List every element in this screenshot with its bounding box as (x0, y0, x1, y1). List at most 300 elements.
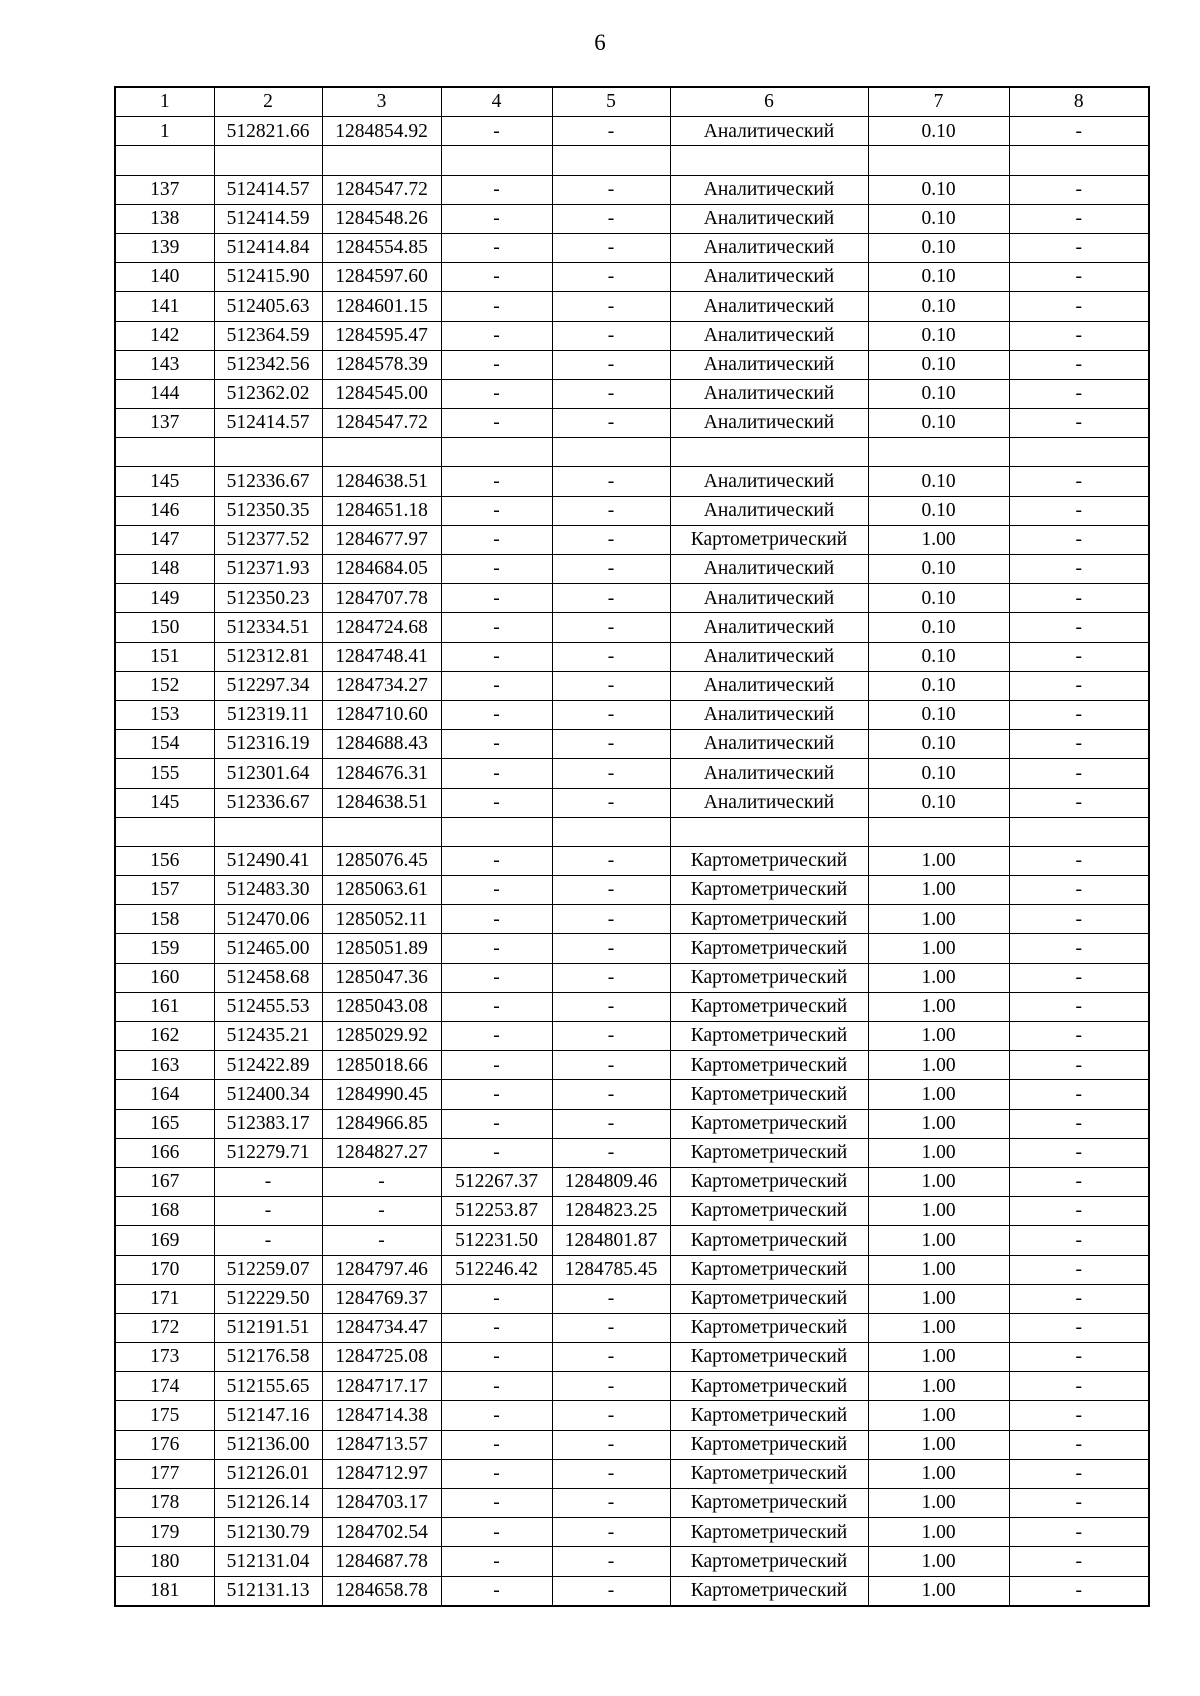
table-cell: 0.10 (868, 409, 1009, 438)
table-cell: - (441, 1576, 552, 1606)
table-cell (115, 438, 214, 467)
table-cell: 1284734.47 (322, 1313, 441, 1342)
table-cell: - (552, 1576, 670, 1606)
column-header: 7 (868, 87, 1009, 117)
table-cell: - (1009, 1255, 1149, 1284)
table-cell: - (1009, 233, 1149, 262)
table-cell (115, 146, 214, 175)
table-cell: - (1009, 1313, 1149, 1342)
table-cell: 512458.68 (214, 963, 322, 992)
table-cell: Картометрический (670, 1226, 868, 1255)
table-cell: Картометрический (670, 1518, 868, 1547)
table-row (115, 321, 1149, 350)
table-cell: 1284554.85 (322, 233, 441, 262)
table-cell: 1284797.46 (322, 1255, 441, 1284)
table-cell: 512191.51 (214, 1313, 322, 1342)
table-cell: 512126.14 (214, 1489, 322, 1518)
table-cell: 1284717.17 (322, 1372, 441, 1401)
table-cell: - (552, 467, 670, 496)
table-cell: - (1009, 350, 1149, 379)
table-cell: Аналитический (670, 496, 868, 525)
table-cell: 1284785.45 (552, 1255, 670, 1284)
table-cell: 512470.06 (214, 905, 322, 934)
table-cell: - (552, 584, 670, 613)
table-cell: 0.10 (868, 555, 1009, 584)
table-cell: 154 (115, 730, 214, 759)
table-cell: 512377.52 (214, 525, 322, 554)
table-cell: - (441, 905, 552, 934)
table-cell: 512155.65 (214, 1372, 322, 1401)
table-cell: - (441, 467, 552, 496)
table-cell: - (552, 1109, 670, 1138)
table-cell: 179 (115, 1518, 214, 1547)
table-cell: 170 (115, 1255, 214, 1284)
table-cell: - (552, 730, 670, 759)
table-row (115, 1343, 1149, 1372)
table-cell: Картометрический (670, 1022, 868, 1051)
table-cell: 1.00 (868, 1109, 1009, 1138)
table-cell: 1285051.89 (322, 934, 441, 963)
table-cell: - (1009, 671, 1149, 700)
table-cell: 140 (115, 263, 214, 292)
table-cell: Аналитический (670, 671, 868, 700)
table-cell: 512362.02 (214, 379, 322, 408)
table-cell: Картометрический (670, 525, 868, 554)
table-cell: - (1009, 379, 1149, 408)
table-cell: - (441, 1080, 552, 1109)
table-cell: 1285029.92 (322, 1022, 441, 1051)
table-cell: Картометрический (670, 934, 868, 963)
table-cell: - (552, 876, 670, 905)
table-row (115, 642, 1149, 671)
table-row (115, 292, 1149, 321)
table-cell: - (552, 1284, 670, 1313)
table-cell: 512490.41 (214, 846, 322, 875)
table-cell: 1284809.46 (552, 1167, 670, 1196)
table-cell: 1.00 (868, 1372, 1009, 1401)
table-cell: - (441, 204, 552, 233)
table-row (115, 1313, 1149, 1342)
table-cell: Картометрический (670, 905, 868, 934)
table-cell: - (441, 117, 552, 146)
table-cell: - (441, 1401, 552, 1430)
table-cell: 512126.01 (214, 1459, 322, 1488)
table-cell (868, 146, 1009, 175)
table-cell: 162 (115, 1022, 214, 1051)
table-cell: 1.00 (868, 992, 1009, 1021)
table-cell: 144 (115, 379, 214, 408)
table-cell: - (552, 1051, 670, 1080)
table-cell: - (441, 934, 552, 963)
table-cell: 137 (115, 175, 214, 204)
table-cell: - (552, 700, 670, 729)
table-row (115, 1022, 1149, 1051)
table-cell: 1284601.15 (322, 292, 441, 321)
table-cell: Аналитический (670, 759, 868, 788)
table-cell: 1284651.18 (322, 496, 441, 525)
table-cell: 512435.21 (214, 1022, 322, 1051)
table-row (115, 1226, 1149, 1255)
table-cell: 512136.00 (214, 1430, 322, 1459)
table-cell: Аналитический (670, 321, 868, 350)
table-cell: - (552, 496, 670, 525)
table-cell: - (552, 934, 670, 963)
table-cell (214, 146, 322, 175)
table-row (115, 409, 1149, 438)
table-cell: - (1009, 204, 1149, 233)
table-cell: 1.00 (868, 1197, 1009, 1226)
table-cell: - (552, 846, 670, 875)
table-cell: Картометрический (670, 876, 868, 905)
table-cell: - (552, 175, 670, 204)
table-cell: 141 (115, 292, 214, 321)
table-cell: - (1009, 1430, 1149, 1459)
table-cell: Аналитический (670, 117, 868, 146)
table-cell: 512405.63 (214, 292, 322, 321)
table-cell: - (1009, 1401, 1149, 1430)
table-cell (552, 438, 670, 467)
table-cell: 1.00 (868, 1547, 1009, 1576)
table-row (115, 233, 1149, 262)
table-cell: 1285052.11 (322, 905, 441, 934)
table-cell: 1284545.00 (322, 379, 441, 408)
table-cell: 178 (115, 1489, 214, 1518)
table-cell: Аналитический (670, 467, 868, 496)
table-row (115, 788, 1149, 817)
table-cell: 1284684.05 (322, 555, 441, 584)
table-cell: Картометрический (670, 963, 868, 992)
column-header: 4 (441, 87, 552, 117)
table-row (115, 1489, 1149, 1518)
table-cell: 1284597.60 (322, 263, 441, 292)
table-cell: 153 (115, 700, 214, 729)
table-cell: - (552, 1459, 670, 1488)
table-cell: 1285063.61 (322, 876, 441, 905)
table-cell: 1.00 (868, 1430, 1009, 1459)
table-cell: - (552, 992, 670, 1021)
table-cell: 1.00 (868, 1576, 1009, 1606)
table-cell: 1.00 (868, 1167, 1009, 1196)
table-cell: 1 (115, 117, 214, 146)
table-cell: 176 (115, 1430, 214, 1459)
table-cell: 137 (115, 409, 214, 438)
table-cell: 1.00 (868, 905, 1009, 934)
table-cell: - (441, 409, 552, 438)
table-cell (1009, 817, 1149, 846)
table-cell: - (441, 525, 552, 554)
table-cell: Картометрический (670, 1197, 868, 1226)
table-cell: 512336.67 (214, 467, 322, 496)
table-cell: - (1009, 934, 1149, 963)
table-cell: - (441, 1547, 552, 1576)
table-row (115, 876, 1149, 905)
table-cell: 173 (115, 1343, 214, 1372)
table-cell: - (441, 496, 552, 525)
table-cell: 1284688.43 (322, 730, 441, 759)
table-cell: 160 (115, 963, 214, 992)
table-cell: 1.00 (868, 1343, 1009, 1372)
table-cell: 1.00 (868, 1313, 1009, 1342)
table-cell (214, 817, 322, 846)
table-cell (552, 146, 670, 175)
table-cell: - (441, 1518, 552, 1547)
table-cell: 0.10 (868, 350, 1009, 379)
table-cell: Аналитический (670, 263, 868, 292)
table-cell: 512297.34 (214, 671, 322, 700)
table-cell: 1284707.78 (322, 584, 441, 613)
table-cell: 1284687.78 (322, 1547, 441, 1576)
table-cell: - (441, 263, 552, 292)
table-cell: 0.10 (868, 496, 1009, 525)
table-cell: 0.10 (868, 642, 1009, 671)
table-cell: 138 (115, 204, 214, 233)
table-row (115, 1372, 1149, 1401)
table-cell: 1284677.97 (322, 525, 441, 554)
table-cell: 151 (115, 642, 214, 671)
table-cell: 512301.64 (214, 759, 322, 788)
table-cell: - (1009, 1022, 1149, 1051)
table-cell: - (441, 788, 552, 817)
column-header: 5 (552, 87, 670, 117)
table-cell: - (441, 1138, 552, 1167)
table-cell: Картометрический (670, 1109, 868, 1138)
table-cell: 1284595.47 (322, 321, 441, 350)
table-cell (868, 438, 1009, 467)
table-cell: 0.10 (868, 700, 1009, 729)
table-cell: 1.00 (868, 1284, 1009, 1313)
table-cell: 150 (115, 613, 214, 642)
table-cell: - (1009, 759, 1149, 788)
table-cell: 145 (115, 788, 214, 817)
table-cell: 0.10 (868, 759, 1009, 788)
table-cell: - (552, 1080, 670, 1109)
table-cell: 1284710.60 (322, 700, 441, 729)
table-cell: Картометрический (670, 1489, 868, 1518)
table-cell: 143 (115, 350, 214, 379)
table-cell: - (552, 905, 670, 934)
table-cell: - (1009, 613, 1149, 642)
table-cell: - (1009, 905, 1149, 934)
table-cell: - (1009, 730, 1149, 759)
table-cell: 0.10 (868, 117, 1009, 146)
table-cell: - (552, 1343, 670, 1372)
table-cell: - (552, 759, 670, 788)
table-cell: 1.00 (868, 876, 1009, 905)
table-row (115, 555, 1149, 584)
table-row (115, 204, 1149, 233)
table-cell: 512279.71 (214, 1138, 322, 1167)
table-cell: 175 (115, 1401, 214, 1430)
table-cell: - (1009, 321, 1149, 350)
table-cell: - (552, 1313, 670, 1342)
table-cell: 166 (115, 1138, 214, 1167)
table-cell: 0.10 (868, 671, 1009, 700)
table-cell (868, 817, 1009, 846)
table-cell: 169 (115, 1226, 214, 1255)
table-cell: Аналитический (670, 700, 868, 729)
table-cell: - (552, 292, 670, 321)
table-cell: - (552, 117, 670, 146)
table-cell: 512422.89 (214, 1051, 322, 1080)
table-cell: Аналитический (670, 555, 868, 584)
table-cell (670, 438, 868, 467)
table-row (115, 963, 1149, 992)
table-cell: 512371.93 (214, 555, 322, 584)
table-cell: Картометрический (670, 992, 868, 1021)
table-cell: 512229.50 (214, 1284, 322, 1313)
table-cell: Картометрический (670, 1430, 868, 1459)
table-cell: Аналитический (670, 379, 868, 408)
table-cell: 165 (115, 1109, 214, 1138)
table-cell: 1284638.51 (322, 788, 441, 817)
table-cell: - (552, 263, 670, 292)
table-cell: 155 (115, 759, 214, 788)
table-cell: 1.00 (868, 934, 1009, 963)
table-cell: - (1009, 846, 1149, 875)
table-cell: 512147.16 (214, 1401, 322, 1430)
table-cell: - (214, 1167, 322, 1196)
table-cell: 0.10 (868, 730, 1009, 759)
table-cell: - (1009, 642, 1149, 671)
table-cell: - (1009, 1489, 1149, 1518)
table-cell: 1284734.27 (322, 671, 441, 700)
table-row (115, 1401, 1149, 1430)
table-cell: 0.10 (868, 233, 1009, 262)
table-cell: Картометрический (670, 1547, 868, 1576)
table-cell: - (1009, 1343, 1149, 1372)
table-cell: 1284990.45 (322, 1080, 441, 1109)
table-cell: - (441, 1051, 552, 1080)
table-cell: - (552, 613, 670, 642)
table-cell: Картометрический (670, 1459, 868, 1488)
table-row (115, 1080, 1149, 1109)
table-cell: 1284703.17 (322, 1489, 441, 1518)
table-cell: 512821.66 (214, 117, 322, 146)
table-cell: 1284769.37 (322, 1284, 441, 1313)
table-cell: 174 (115, 1372, 214, 1401)
table-cell: - (552, 379, 670, 408)
table-row (115, 525, 1149, 554)
table-cell: - (441, 700, 552, 729)
table-row (115, 1051, 1149, 1080)
table-cell: - (1009, 1372, 1149, 1401)
table-cell: - (1009, 1080, 1149, 1109)
table-cell: - (1009, 117, 1149, 146)
table-cell: - (1009, 467, 1149, 496)
table-row (115, 146, 1149, 175)
table-cell: 1.00 (868, 1459, 1009, 1488)
table-cell: Картометрический (670, 1401, 868, 1430)
table-cell: - (441, 175, 552, 204)
table-cell: - (441, 759, 552, 788)
table-cell: 0.10 (868, 788, 1009, 817)
table-cell: Аналитический (670, 788, 868, 817)
table-cell: 1285018.66 (322, 1051, 441, 1080)
table-cell: 1284801.87 (552, 1226, 670, 1255)
table-cell: Картометрический (670, 1343, 868, 1372)
table-cell: 1.00 (868, 1255, 1009, 1284)
table-row (115, 905, 1149, 934)
table-row (115, 263, 1149, 292)
table-cell: Аналитический (670, 204, 868, 233)
table-cell: - (441, 1313, 552, 1342)
table-cell: Картометрический (670, 1576, 868, 1606)
table-cell: 1284713.57 (322, 1430, 441, 1459)
table-cell (441, 817, 552, 846)
table-cell: 1.00 (868, 1226, 1009, 1255)
table-cell: 1284725.08 (322, 1343, 441, 1372)
table-row (115, 1459, 1149, 1488)
table-cell: - (441, 1109, 552, 1138)
table-cell: - (441, 1022, 552, 1051)
table-cell: 161 (115, 992, 214, 1021)
table-cell: 164 (115, 1080, 214, 1109)
table-cell: 512350.23 (214, 584, 322, 613)
table-row (115, 700, 1149, 729)
table-cell: - (441, 555, 552, 584)
table-cell: 1.00 (868, 1051, 1009, 1080)
table-row (115, 1284, 1149, 1313)
table-cell: 177 (115, 1459, 214, 1488)
table-cell: 156 (115, 846, 214, 875)
table-cell: 1284724.68 (322, 613, 441, 642)
table-cell: 512253.87 (441, 1197, 552, 1226)
table-cell: 512400.34 (214, 1080, 322, 1109)
table-cell: 1.00 (868, 1138, 1009, 1167)
table-row (115, 817, 1149, 846)
table-cell: 0.10 (868, 613, 1009, 642)
table-cell: - (1009, 1197, 1149, 1226)
table-row (115, 379, 1149, 408)
table-cell (1009, 146, 1149, 175)
table-cell: 1284658.78 (322, 1576, 441, 1606)
table-cell: - (441, 321, 552, 350)
table-cell: 0.10 (868, 584, 1009, 613)
table-cell: 1284854.92 (322, 117, 441, 146)
table-row (115, 846, 1149, 875)
table-cell: 0.10 (868, 321, 1009, 350)
table-cell: - (1009, 584, 1149, 613)
table-row (115, 1547, 1149, 1576)
table-cell: Аналитический (670, 613, 868, 642)
table-cell: 163 (115, 1051, 214, 1080)
table-cell: - (1009, 496, 1149, 525)
table-cell: 512414.59 (214, 204, 322, 233)
table-cell: - (1009, 263, 1149, 292)
table-cell: - (441, 730, 552, 759)
table-cell: - (322, 1226, 441, 1255)
table-cell: 171 (115, 1284, 214, 1313)
table-row (115, 613, 1149, 642)
table-cell: 512316.19 (214, 730, 322, 759)
table-cell: 1285076.45 (322, 846, 441, 875)
table-cell: 139 (115, 233, 214, 262)
table-cell: 512319.11 (214, 700, 322, 729)
table-cell: Аналитический (670, 409, 868, 438)
table-cell: 0.10 (868, 467, 1009, 496)
table-cell: 1284712.97 (322, 1459, 441, 1488)
table-cell (322, 817, 441, 846)
table-cell: Аналитический (670, 292, 868, 321)
table-cell: - (552, 525, 670, 554)
table-cell: Картометрический (670, 1167, 868, 1196)
table-cell: - (552, 1547, 670, 1576)
table-cell: Картометрический (670, 1080, 868, 1109)
table-cell: - (441, 1489, 552, 1518)
table-cell: 1.00 (868, 1518, 1009, 1547)
table-row (115, 438, 1149, 467)
table-cell: - (441, 1459, 552, 1488)
